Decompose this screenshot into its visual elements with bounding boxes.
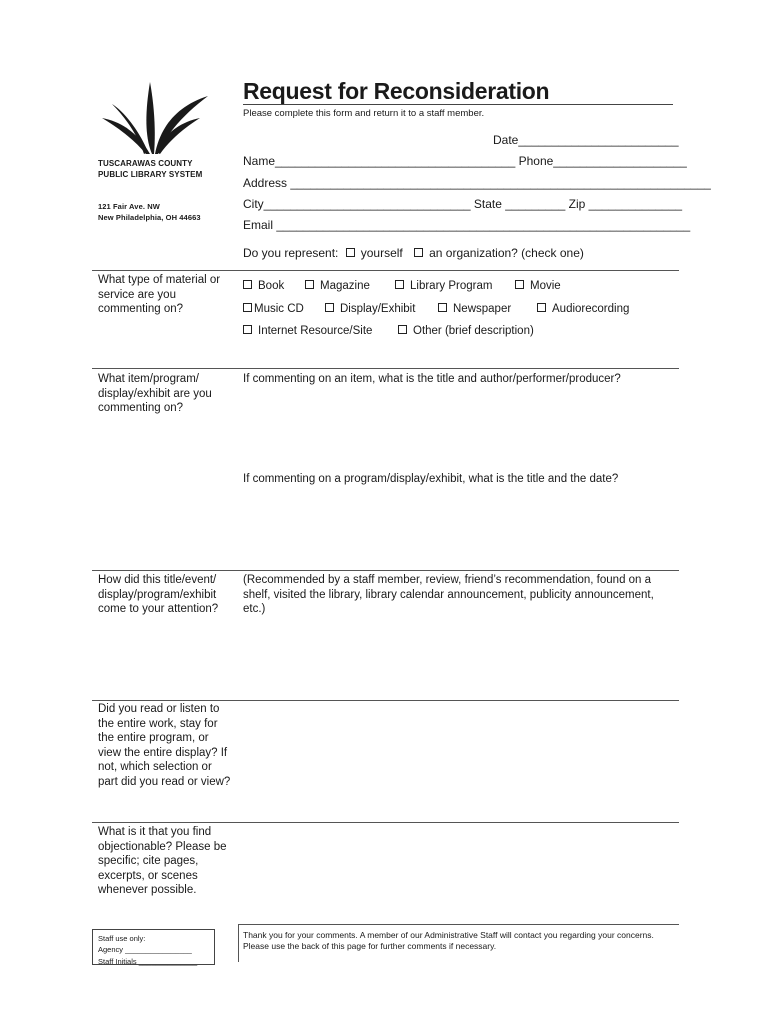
material-option-other[interactable] (398, 325, 534, 337)
staff-initials-field[interactable]: Staff Initials ______________ (98, 957, 198, 966)
attention-hint[interactable]: (Recommended by a staff member, review, friend’s recommendation, found on a shelf, visited the library, library calendar announcement, publicity announcement, etc.) (243, 574, 654, 615)
checkbox-icon[interactable] (243, 303, 252, 312)
entire-work-answer-area[interactable] (243, 702, 673, 817)
org-address-line1: 121 Fair Ave. NW (98, 202, 160, 211)
material-option-audiorecording[interactable] (537, 303, 629, 315)
library-logo-icon (100, 78, 212, 158)
option-label: Book (258, 280, 285, 292)
material-option-newspaper[interactable] (438, 303, 511, 315)
question-entire-work: Did you read or listen to the entire work, stay for the entire program, or view the entire display? If not, which selection or part did you read or view? (98, 703, 231, 788)
page-subtitle: Please complete this form and return it to a staff member. (243, 108, 485, 119)
date-field[interactable]: Date________________________ (493, 133, 679, 147)
option-label: Display/Exhibit (340, 303, 416, 315)
section-divider (92, 270, 679, 271)
staff-use-box (92, 929, 215, 965)
option-label: Other (brief description) (413, 325, 534, 337)
checkbox-icon[interactable] (395, 280, 404, 289)
footer-vertical-divider (238, 924, 239, 962)
option-label: Movie (530, 280, 561, 292)
question-item: What item/program/ display/exhibit are you commenting on? (98, 373, 212, 414)
option-label: Audiorecording (552, 303, 630, 315)
org-name-line2: PUBLIC LIBRARY SYSTEM (98, 170, 203, 179)
option-label: Newspaper (453, 303, 512, 315)
item-prompt-title-date[interactable]: If commenting on a program/display/exhibit, what is the title and the date? (243, 473, 619, 485)
material-option-magazine[interactable] (305, 280, 370, 292)
section-divider (92, 700, 679, 701)
option-label: Library Program (410, 280, 493, 292)
address-field[interactable]: Address _______________________________________________________________ (243, 176, 711, 190)
checkbox-yourself[interactable] (346, 248, 355, 257)
checkbox-organization[interactable] (414, 248, 423, 257)
checkbox-icon[interactable] (325, 303, 334, 312)
email-field[interactable]: Email ______________________________________________________________ (243, 218, 691, 232)
material-option-display[interactable] (325, 303, 415, 315)
thank-you-note: Thank you for your comments. A member of our Administrative Staff will contact you regarding your concerns. Please use the back of this page for further comments if necessary. (243, 930, 654, 951)
checkbox-icon[interactable] (243, 325, 252, 334)
staff-agency-field[interactable]: Agency ________________ (98, 945, 192, 954)
org-address (98, 201, 201, 223)
option-label: Magazine (320, 280, 370, 292)
material-option-library-program[interactable] (395, 280, 492, 292)
org-name-line1: TUSCARAWAS COUNTY (98, 159, 193, 168)
staff-use-label: Staff use only: (98, 934, 146, 943)
section-divider (92, 368, 679, 369)
org-address-line2: New Philadelphia, OH 44663 (98, 213, 201, 222)
question-objectionable: What is it that you find objectionable? Please be specific; cite pages, excerpts, or scenes whenever possible. (98, 826, 227, 896)
city-state-zip-field[interactable]: City_______________________________ State _________ Zip ______________ (243, 197, 683, 211)
name-phone-field[interactable]: Name____________________________________ Phone____________________ (243, 154, 687, 168)
checkbox-icon[interactable] (243, 280, 252, 289)
option-organization-label: an organization? (check one) (429, 246, 584, 260)
checkbox-icon[interactable] (515, 280, 524, 289)
represent-row (243, 246, 584, 260)
material-option-internet[interactable] (243, 325, 372, 337)
option-label: Internet Resource/Site (258, 325, 373, 337)
section-divider (92, 822, 679, 823)
checkbox-icon[interactable] (438, 303, 447, 312)
item-prompt-title-author[interactable]: If commenting on an item, what is the title and author/performer/producer? (243, 373, 621, 385)
title-divider (243, 104, 673, 105)
question-material-type: What type of material or service are you commenting on? (98, 274, 221, 315)
material-option-movie[interactable] (515, 280, 561, 292)
option-label: Music CD (254, 303, 304, 315)
objectionable-answer-area[interactable] (243, 825, 673, 915)
represent-label: Do you represent: (243, 246, 339, 260)
option-yourself-label: yourself (360, 246, 403, 260)
page-title: Request for Reconsideration (243, 78, 550, 104)
question-attention: How did this title/event/ display/program/exhibit come to your attention? (98, 574, 219, 615)
checkbox-icon[interactable] (305, 280, 314, 289)
section-divider (92, 570, 679, 571)
material-option-music-cd[interactable] (243, 303, 304, 315)
checkbox-icon[interactable] (398, 325, 407, 334)
footer-divider (238, 924, 679, 925)
org-name (98, 158, 202, 180)
checkbox-icon[interactable] (537, 303, 546, 312)
material-option-book[interactable] (243, 280, 284, 292)
